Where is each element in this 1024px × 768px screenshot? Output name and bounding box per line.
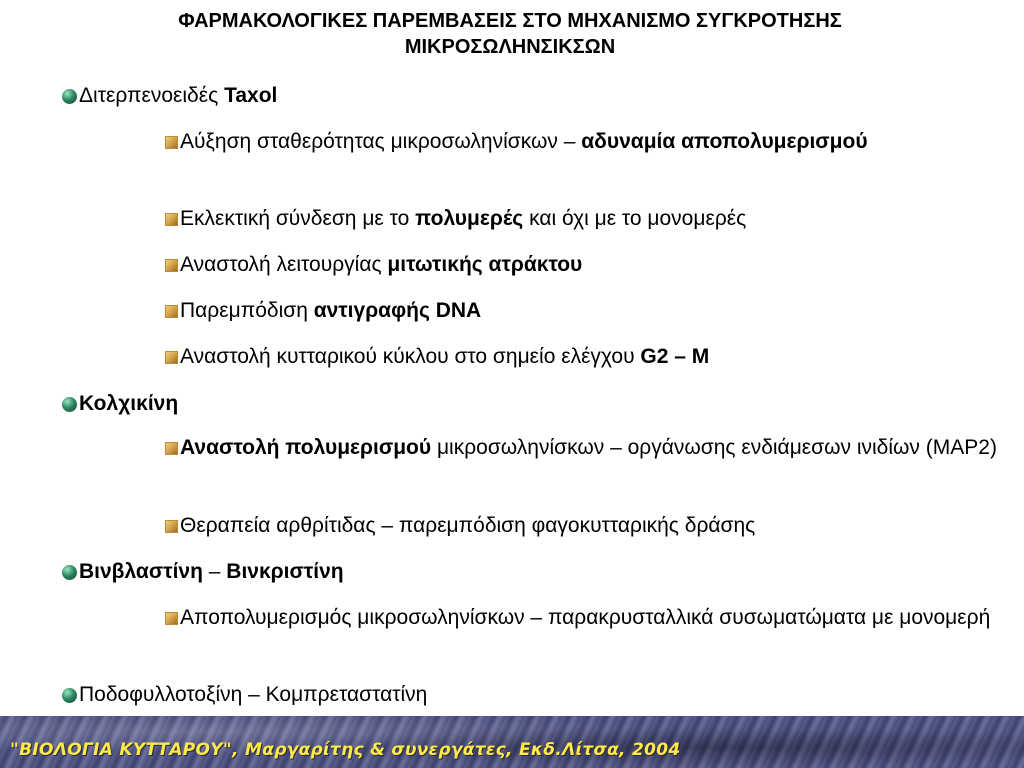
sub-bullet-taxol-5: Αναστολή κυτταρικού κύκλου στο σημείο ελέγχου G2 – M (165, 342, 1013, 372)
slide-title-line1: ΦΑΡΜΑΚΟΛΟΓΙΚΕΣ ΠΑΡΕΜΒΑΣΕΙΣ ΣΤΟ ΜΗΧΑΝΙΣΜΟ ΣΥΓΚΡΟΤΗΣΗΣ (178, 10, 842, 32)
bullet-vinca (62, 559, 344, 585)
bullet-podophyllotoxin-text: Ποδοφυλλοτοξίνη – Κομπρεταστατίνη (79, 683, 428, 706)
green-ball-bullet-icon (62, 89, 77, 104)
sub-bullet-vinca-1: Αποπολυμερισμός μικροσωληνίσκων – παρακρυσταλλικά συσωματώματα με μονομερή (165, 603, 1013, 633)
green-ball-bullet-icon (62, 688, 77, 703)
footer-citation: "ΒΙΟΛΟΓΙΑ ΚΥΤΤΑΡΟΥ", Μαργαρίτης & συνεργάτες, Εκδ.Λίτσα, 2004 (10, 740, 681, 760)
square-bullet-icon (165, 612, 178, 625)
bullet-colchicine (62, 391, 178, 417)
slide-title-line2: ΜΙΚΡΟΣΩΛΗΝΣΙΚΣΩΝ (404, 36, 616, 58)
green-ball-bullet-icon (62, 565, 77, 580)
sub-bullet-colchicine-2: Θεραπεία αρθρίτιδας – παρεμπόδιση φαγοκυτταρικής δράσης (165, 511, 1013, 541)
bullet-vinca-text: Βινβλαστίνη – Βινκριστίνη (79, 560, 344, 583)
bullet-podophyllotoxin (62, 682, 427, 708)
sub-bullet-taxol-2: Εκλεκτική σύνδεση με το πολυμερές και όχι με το μονομερές (165, 204, 1013, 234)
square-bullet-icon (165, 305, 178, 318)
slide-title (60, 8, 960, 60)
square-bullet-icon (165, 259, 178, 272)
square-bullet-icon (165, 351, 178, 364)
bullet-taxol-text: Διτερπενοειδές Taxol (79, 84, 278, 107)
sub-bullet-taxol-4: Παρεμπόδιση αντιγραφής DNA (165, 296, 1013, 326)
sub-bullet-taxol-3: Αναστολή λειτουργίας μιτωτικής ατράκτου (165, 250, 1013, 280)
footer-banner (0, 716, 1024, 768)
green-ball-bullet-icon (62, 397, 77, 412)
bullet-taxol (62, 83, 277, 109)
square-bullet-icon (165, 442, 178, 455)
square-bullet-icon (165, 520, 178, 533)
bullet-colchicine-text: Κολχικίνη (79, 392, 179, 415)
square-bullet-icon (165, 136, 178, 149)
sub-bullet-taxol-1: Αύξηση σταθερότητας μικροσωληνίσκων – αδυναμία αποπολυμερισμού (165, 127, 1013, 157)
sub-bullet-colchicine-1: Αναστολή πολυμερισμού μικροσωληνίσκων – οργάνωσης ενδιάμεσων ινιδίων (MAP2) (165, 433, 1013, 463)
square-bullet-icon (165, 213, 178, 226)
